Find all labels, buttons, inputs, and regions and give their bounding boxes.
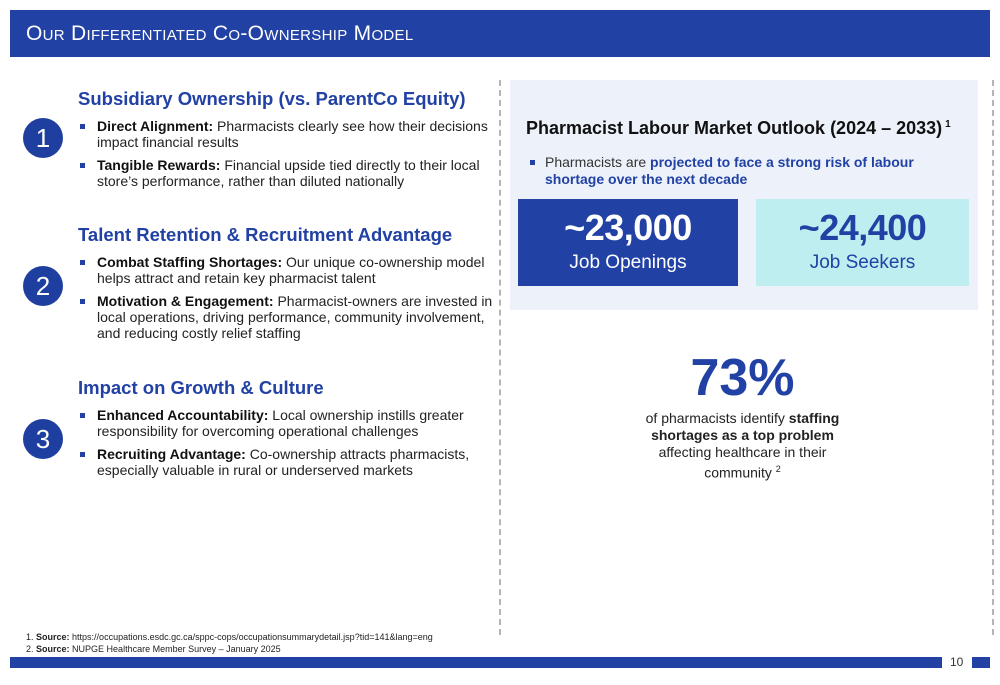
footnote-label: Source: (36, 632, 70, 642)
list-item (78, 118, 498, 150)
footnotes (26, 632, 433, 655)
bullet-list (78, 407, 498, 485)
section-title: Subsidiary Ownership (vs. ParentCo Equity) (78, 88, 466, 109)
bullet-label: Motivation & Engagement: (97, 293, 274, 309)
bullet-text: Pharmacist-owners are invested in local operations, driving performance, community involvement, and reducing costly relief staffing (97, 293, 493, 341)
footnote-item (26, 644, 433, 656)
footnote-item (26, 632, 433, 644)
stat-label: Job Openings (569, 252, 687, 273)
page-number: 10 (950, 655, 964, 669)
job-openings-stat (518, 199, 738, 286)
footnote-label: Source: (36, 643, 70, 654)
stat-value: ~24,400 (798, 207, 927, 248)
outlook-bullet (528, 154, 948, 188)
bullet-label: Combat Staffing Shortages: (97, 254, 283, 270)
footnote-ref: 2 (775, 464, 781, 474)
section-impact-growth (20, 377, 490, 487)
footnote-text: NUPGE Healthcare Member Survey – January 2025 (69, 643, 281, 654)
list-item (78, 446, 498, 478)
stat-value: ~23,000 (564, 207, 692, 248)
bullet-label: Enhanced Accountability: (97, 407, 269, 423)
right-edge-divider (992, 80, 994, 635)
list-item (78, 254, 498, 286)
labour-outlook-panel (510, 80, 978, 310)
section-number-badge: 3 (23, 419, 63, 459)
footer-corner-block (972, 657, 990, 668)
bullet-text: Local ownership instills greater responsibility for overcoming operational challenges (97, 407, 464, 439)
section-title: Talent Retention & Recruitment Advantage (78, 224, 453, 245)
list-item (78, 293, 498, 341)
section-number-badge: 2 (23, 266, 63, 306)
footnote-ref: 1 (945, 119, 951, 130)
outlook-bullet-highlight: projected to face a strong risk of labour shortage over the next decade (545, 154, 914, 187)
stat-label: Job Seekers (809, 252, 916, 273)
column-divider (499, 80, 501, 635)
section-talent-retention (20, 224, 493, 354)
bullet-text: Financial upside tied directly to their local store’s performance, rather than diluted nationally (97, 157, 480, 189)
job-seekers-stat (756, 199, 969, 286)
highlight-desc-bold: staffing shortages as a top problem (651, 410, 840, 443)
outlook-bullet-text: Pharmacists are (545, 154, 651, 170)
footnote-number: 1. (26, 632, 34, 642)
section-title: Impact on Growth & Culture (78, 377, 324, 398)
bullet-list (78, 118, 498, 196)
bullet-label: Tangible Rewards: (97, 157, 221, 173)
bullet-label: Direct Alignment: (97, 118, 214, 134)
highlight-stat-description (630, 410, 855, 482)
bullet-text: Our unique co-ownership model helps attract and retain key pharmacist talent (97, 254, 485, 286)
list-item (78, 407, 498, 439)
bullet-text: Pharmacists clearly see how their decisions impact financial results (97, 118, 488, 150)
slide-title: Our Differentiated Co-Ownership Model (10, 10, 990, 57)
outlook-title (526, 118, 951, 139)
highlight-desc-suffix: affecting healthcare in their community (658, 444, 827, 481)
footnote-number: 2. (26, 643, 34, 654)
footer-bar (10, 657, 942, 668)
section-subsidiary-ownership (20, 88, 490, 198)
bullet-list (78, 254, 498, 348)
bullet-label: Recruiting Advantage: (97, 446, 246, 462)
section-number-badge: 1 (23, 118, 63, 158)
highlight-stat-value: 73% (690, 349, 795, 407)
footnote-text: https://occupations.esdc.gc.ca/sppc-cops/occupationsummarydetail.jsp?tid=141&lang=eng (69, 632, 433, 642)
highlight-desc-prefix: of pharmacists identify (645, 410, 789, 426)
bullet-text: Co-ownership attracts pharmacists, especially valuable in rural or underserved markets (97, 446, 470, 478)
outlook-title-text: Pharmacist Labour Market Outlook (2024 – 2033) (526, 118, 943, 138)
list-item (78, 157, 498, 189)
